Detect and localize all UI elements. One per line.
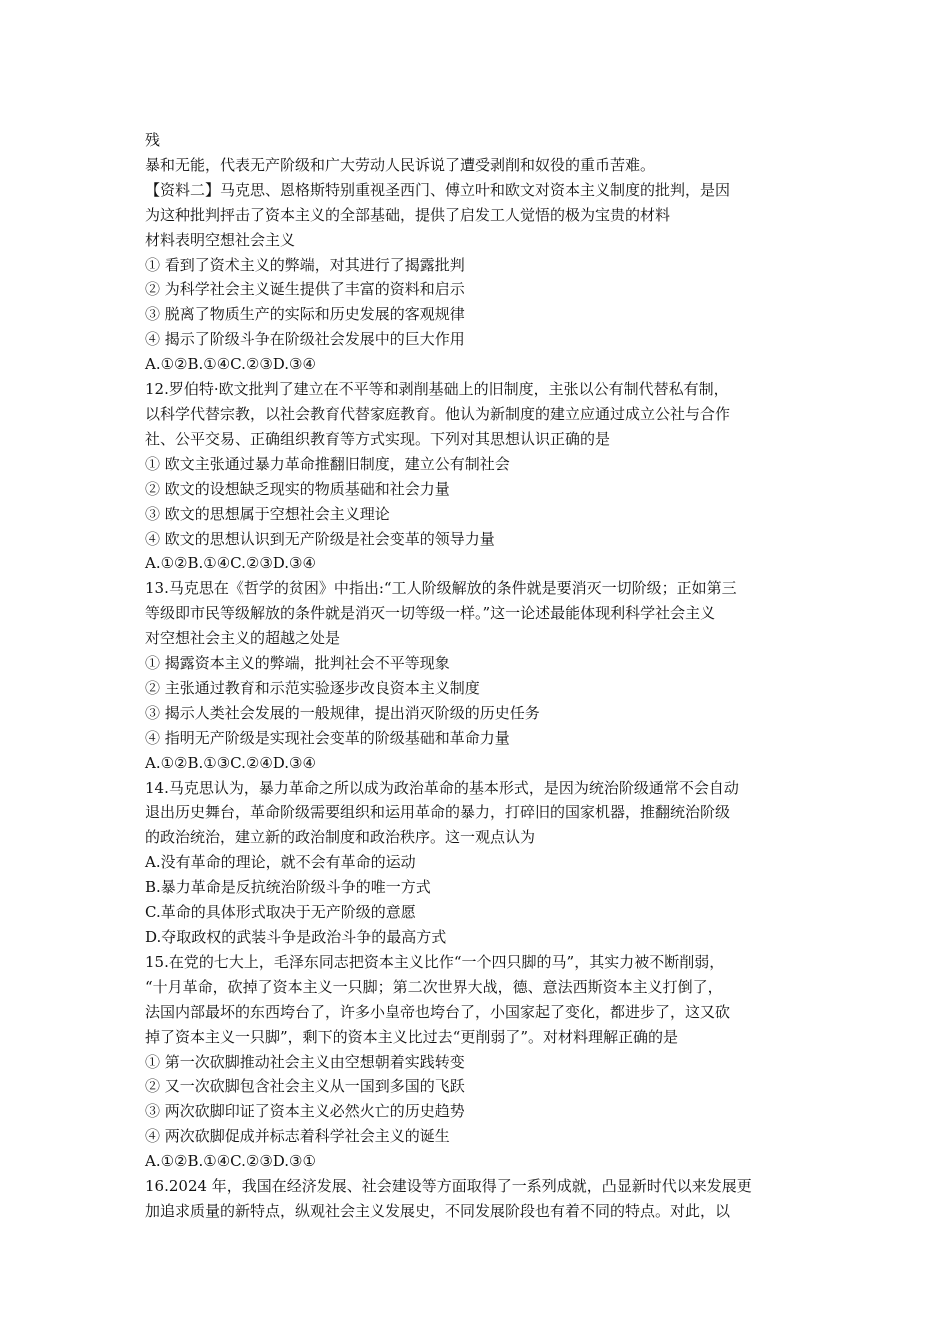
text-line: 【资料二】马克思、恩格斯特别重视圣西门、傅立叶和欧文对资本主义制度的批判，是因 <box>145 180 731 199</box>
text-line: 掉了资本主义一只脚”，剩下的资本主义比过去“更削弱了”。对材料理解正确的是 <box>145 1027 679 1046</box>
text-line: 以科学代替宗教，以社会教育代替家庭教育。他认为新制度的建立应通过成立公社与合作 <box>145 404 731 423</box>
option-line: ④ 指明无产阶级是实现社会变革的阶级基础和革命力量 <box>145 728 510 747</box>
option-line: ④ 欧文的思想认识到无产阶级是社会变革的领导力量 <box>145 529 495 548</box>
option-line: A.没有革命的理论，就不会有革命的运动 <box>145 853 416 872</box>
answer-choices: A.①②B.①③C.②④D.③④ <box>145 753 316 772</box>
question-12: 12.罗伯特·欧文批判了建立在不平等和剥削基础上的旧制度，主张以公有制代替私有制， <box>145 380 729 399</box>
option-line: ③ 两次砍脚印证了资本主义必然火亡的历史趋势 <box>145 1102 465 1121</box>
option-line: ③ 欧文的思想属于空想社会主义理论 <box>145 504 390 523</box>
option-line: ② 为科学社会主义诞生提供了丰富的资料和启示 <box>145 280 465 299</box>
answer-choices: A.①②B.①④C.②③D.③④ <box>145 355 316 374</box>
text-line: 为这种批判抨击了资本主义的全部基础，提供了启发工人觉悟的极为宝贵的材料 <box>145 205 671 224</box>
text-line: 暴和无能，代表无产阶级和广大劳动人民诉说了遭受剥削和奴役的重币苦难。 <box>145 155 656 174</box>
option-line: ④ 揭示了阶级斗争在阶级社会发展中的巨大作用 <box>145 330 465 349</box>
question-13: 13.马克思在《哲学的贫困》中指出:“工人阶级解放的条件就是要消灭一切阶级；正如第三 <box>145 579 737 598</box>
option-line: ② 又一次砍脚包含社会主义从一国到多国的飞跃 <box>145 1077 465 1096</box>
option-line: D.夺取政权的武装斗争是政治斗争的最高方式 <box>145 928 447 946</box>
question-16: 16.2024 年，我国在经济发展、社会建设等方面取得了一系列成就，凸显新时代以来发展更 <box>145 1177 752 1196</box>
text-line: 的政治统治，建立新的政治制度和政治秩序。这一观点认为 <box>145 828 536 847</box>
question-14: 14.马克思认为，暴力革命之所以成为政治革命的基本形式，是因为统治阶级通常不会自动 <box>145 778 739 797</box>
text-line: 退出历史舞台，革命阶级需要组织和运用革命的暴力，打碎旧的国家机器，推翻统治阶级 <box>145 803 731 822</box>
option-line: ③ 揭示人类社会发展的一般规律，提出消灭阶级的历史任务 <box>145 703 540 722</box>
text-line: “十月革命，砍掉了资本主义一只脚；第二次世界大战，德、意法西斯资本主义打倒了， <box>145 977 723 996</box>
text-line: 对空想社会主义的超越之处是 <box>145 629 341 648</box>
option-line: ① 欧文主张通过暴力革命推翻旧制度，建立公有制社会 <box>145 454 510 473</box>
text-line: 社、公平交易、正确组织教育等方式实现。下列对其思想认识正确的是 <box>145 429 611 448</box>
option-line: ④ 两次砍脚促成并标志着科学社会主义的诞生 <box>145 1127 450 1146</box>
option-line: ② 主张通过教育和示范实验逐步改良资本主义制度 <box>145 678 480 697</box>
option-line: ② 欧文的设想缺乏现实的物质基础和社会力量 <box>145 479 450 498</box>
question-15: 15.在党的七大上，毛泽东同志把资本主义比作“一个四只脚的马”，其实力被不断削弱， <box>145 952 725 971</box>
text-line: 材料表明空想社会主义 <box>145 230 296 249</box>
option-line: ① 第一次砍脚推动社会主义由空想朝着实践转变 <box>145 1052 465 1071</box>
option-line: ① 看到了资术主义的弊端，对其进行了揭露批判 <box>145 255 465 274</box>
text-line: 残 <box>145 131 161 149</box>
option-line: ① 揭露资本主义的弊端，批判社会不平等现象 <box>145 654 450 673</box>
text-line: 加追求质量的新特点，纵观社会主义发展史，不同发展阶段也有着不同的特点。对此，以 <box>145 1201 731 1220</box>
option-line: C.革命的具体形式取决于无产阶级的意愿 <box>145 903 416 922</box>
option-line: ③ 脱离了物质生产的实际和历史发展的客观规律 <box>145 305 465 324</box>
document-page <box>145 128 815 1224</box>
text-line: 等级即市民等级解放的条件就是消灭一切等级一样。”这一论述最能体现利科学社会主义 <box>145 604 716 623</box>
text-line: 法国内部最坏的东西垮台了，许多小皇帝也垮台了，小国家起了变化，都进步了，这又砍 <box>145 1002 731 1021</box>
answer-choices: A.①②B.①④C.②③D.③④ <box>145 554 316 573</box>
answer-choices: A.①②B.①④C.②③D.③① <box>145 1152 316 1171</box>
option-line: B.暴力革命是反抗统治阶级斗争的唯一方式 <box>145 878 431 897</box>
